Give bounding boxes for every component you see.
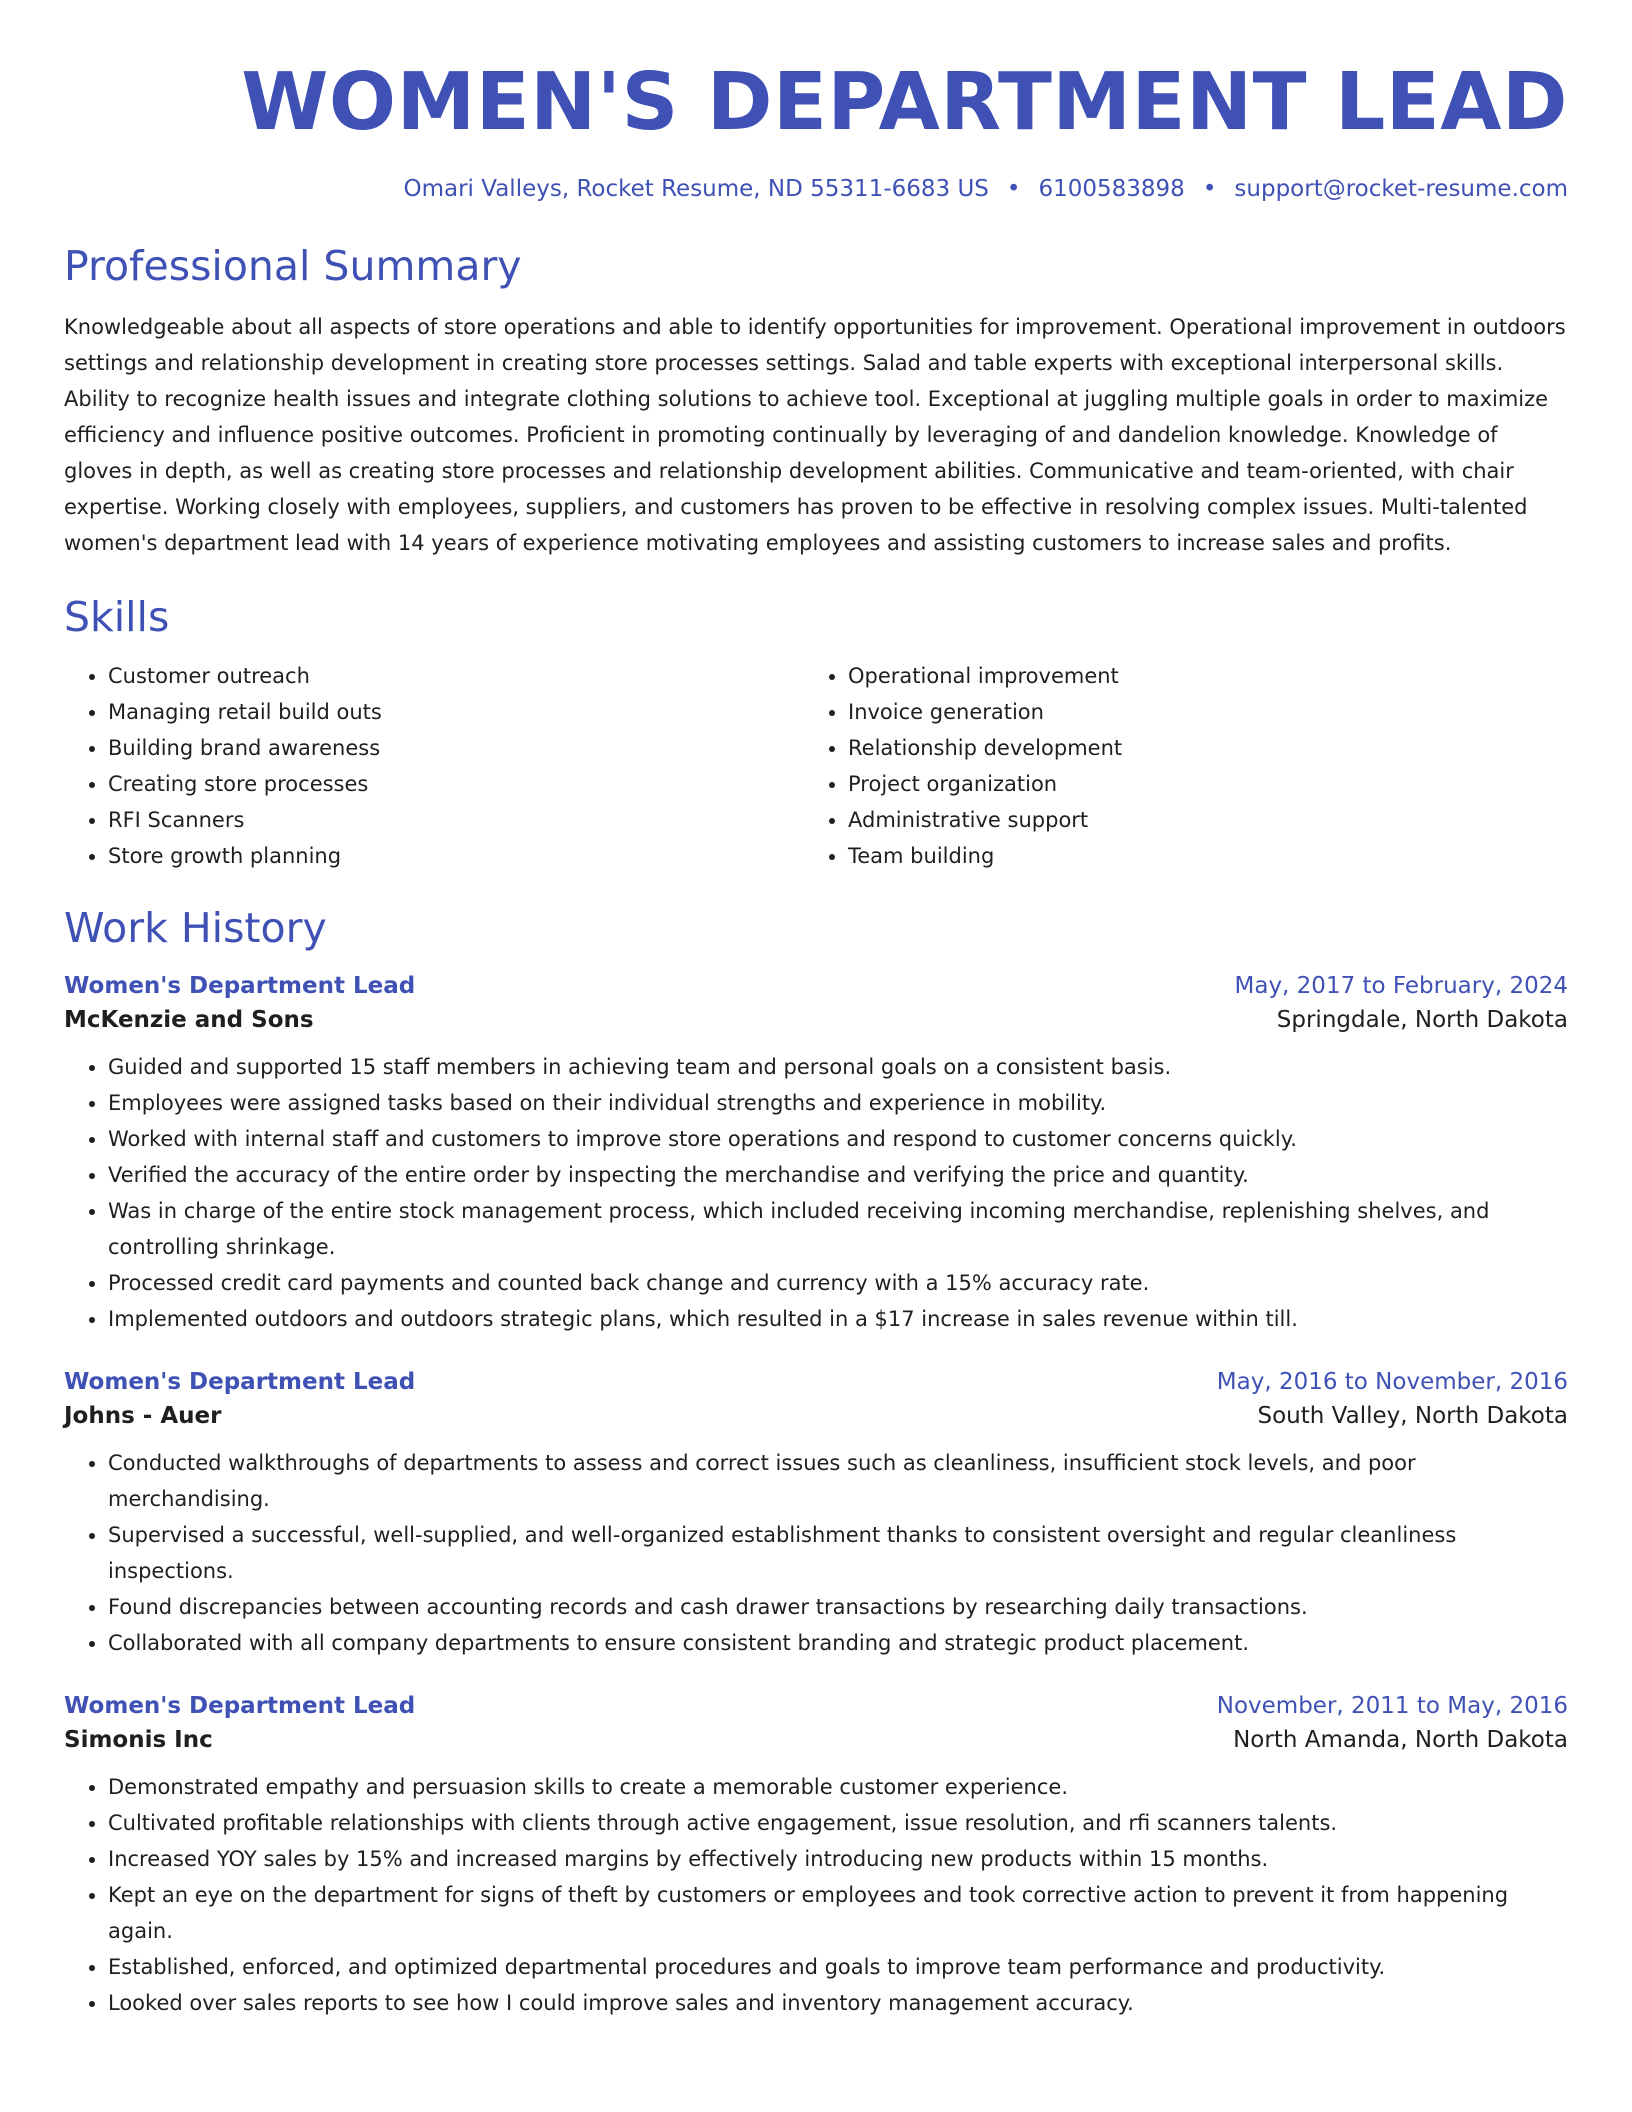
job-bullet: • Increased YOY sales by 15% and increased margins by effectively introducing new products within 15 months. — [108, 1841, 1568, 1877]
job-bullet: • Conducted walkthroughs of departments to assess and correct issues such as cleanliness, insufficient stock levels, and poor merchandising. — [108, 1445, 1568, 1517]
skill-item: • Customer outreach — [108, 658, 804, 694]
job-bullets — [64, 1049, 1568, 1337]
section-title-work-history: Work History — [64, 904, 327, 953]
job-subheader — [64, 1403, 1568, 1429]
job-header — [64, 1693, 1568, 1719]
contact-address: Omari Valleys, Rocket Resume, ND 55311-6683 US — [403, 176, 989, 202]
job-bullets — [64, 1445, 1568, 1661]
skill-item: • Team building — [848, 838, 1568, 874]
summary-text: Knowledgeable about all aspects of store operations and able to identify opportunities for improvement. Operational improvement in outdoors settings and relationship development in creating store processes settings. Salad and table experts with exceptional interpersonal skills. Ability to recognize health issues and integrate clothing solutions to achieve tool. Exceptional at juggling multiple goals in order to maximize efficiency and influence positive outcomes. Proficient in promoting continually by leveraging of and dandelion knowledge. Knowledge of gloves in depth, as well as creating store processes and relationship development abilities. Communicative and team-oriented, with chair expertise. Working closely with employees, suppliers, and customers has proven to be effective in resolving complex issues. Multi-talented women's department lead with 14 years of experience motivating employees and assisting customers to increase sales and profits. — [64, 315, 1566, 556]
job-entry — [64, 1369, 1568, 1661]
job-bullet: • Verified the accuracy of the entire order by inspecting the merchandise and verifying the price and quantity. — [108, 1157, 1568, 1193]
job-location: South Valley, North Dakota — [1257, 1403, 1568, 1430]
skill-item: • Invoice generation — [848, 694, 1568, 730]
job-location: North Amanda, North Dakota — [1233, 1727, 1568, 1754]
job-subheader — [64, 1727, 1568, 1753]
job-bullet: • Processed credit card payments and counted back change and currency with a 15% accuracy rate. — [108, 1265, 1568, 1301]
skill-item: • Administrative support — [848, 802, 1568, 838]
job-bullet: • Supervised a successful, well-supplied, and well-organized establishment thanks to consistent oversight and regular cleanliness inspections. — [108, 1517, 1568, 1589]
job-company: Simonis Inc — [64, 1727, 213, 1754]
job-dates: May, 2016 to November, 2016 — [1216, 1369, 1568, 1396]
job-company: Johns - Auer — [64, 1403, 222, 1430]
job-location: Springdale, North Dakota — [1276, 1007, 1568, 1034]
job-subheader — [64, 1007, 1568, 1033]
skill-item: • Store growth planning — [108, 838, 804, 874]
job-bullet: • Implemented outdoors and outdoors strategic plans, which resulted in a $17 increase in sales revenue within till. — [108, 1301, 1568, 1337]
job-bullet: • Demonstrated empathy and persuasion skills to create a memorable customer experience. — [108, 1769, 1568, 1805]
job-bullet: • Established, enforced, and optimized departmental procedures and goals to improve team performance and productivity. — [108, 1949, 1568, 1985]
job-bullet: • Guided and supported 15 staff members in achieving team and personal goals on a consistent basis. — [108, 1049, 1568, 1085]
skill-item: • Building brand awareness — [108, 730, 804, 766]
job-header — [64, 1369, 1568, 1395]
job-entry — [64, 973, 1568, 1337]
job-dates: November, 2011 to May, 2016 — [1216, 1693, 1568, 1720]
job-bullet: • Collaborated with all company departments to ensure consistent branding and strategic product placement. — [108, 1625, 1568, 1661]
skills-grid — [64, 658, 1568, 874]
job-header — [64, 973, 1568, 999]
skill-item: • Managing retail build outs — [108, 694, 804, 730]
job-bullet: • Kept an eye on the department for signs of theft by customers or employees and took corrective action to prevent it from happening again. — [108, 1877, 1568, 1949]
skills-list-right — [804, 658, 1568, 874]
skills-list-left — [64, 658, 804, 874]
section-title-skills: Skills — [64, 593, 170, 642]
contact-phone: 6100583898 — [1038, 176, 1185, 202]
job-bullet: • Cultivated profitable relationships with clients through active engagement, issue resolution, and rfi scanners talents. — [108, 1805, 1568, 1841]
skill-item: • Operational improvement — [848, 658, 1568, 694]
job-bullet: • Employees were assigned tasks based on their individual strengths and experience in mobility. — [108, 1085, 1568, 1121]
job-bullets — [64, 1769, 1568, 2021]
contact-email[interactable]: support@rocket-resume.com — [1234, 176, 1568, 202]
skill-item: • Relationship development — [848, 730, 1568, 766]
section-title-summary: Professional Summary — [64, 242, 522, 290]
skill-item: • Creating store processes — [108, 766, 804, 802]
skill-item: • RFI Scanners — [108, 802, 804, 838]
job-company: McKenzie and Sons — [64, 1007, 314, 1034]
job-entry — [64, 1693, 1568, 2021]
job-role: Women's Department Lead — [64, 973, 416, 1000]
job-bullet: • Found discrepancies between accounting records and cash drawer transactions by researching daily transactions. — [108, 1589, 1568, 1625]
job-bullet: • Was in charge of the entire stock management process, which included receiving incoming merchandise, replenishing shelves, and controlling shrinkage. — [108, 1193, 1568, 1265]
job-role: Women's Department Lead — [64, 1369, 416, 1396]
job-dates: May, 2017 to February, 2024 — [1234, 973, 1568, 1000]
skill-item: • Project organization — [848, 766, 1568, 802]
resume-name-title: WOMEN'S DEPARTMENT LEAD — [241, 56, 1568, 148]
job-bullet: • Looked over sales reports to see how I could improve sales and inventory management accuracy. — [108, 1985, 1568, 2021]
job-role: Women's Department Lead — [64, 1693, 416, 1720]
contact-line — [64, 176, 1568, 202]
job-bullet: • Worked with internal staff and customers to improve store operations and respond to customer concerns quickly. — [108, 1121, 1568, 1157]
contact-separator: • — [1202, 176, 1217, 202]
contact-separator: • — [1006, 176, 1021, 202]
